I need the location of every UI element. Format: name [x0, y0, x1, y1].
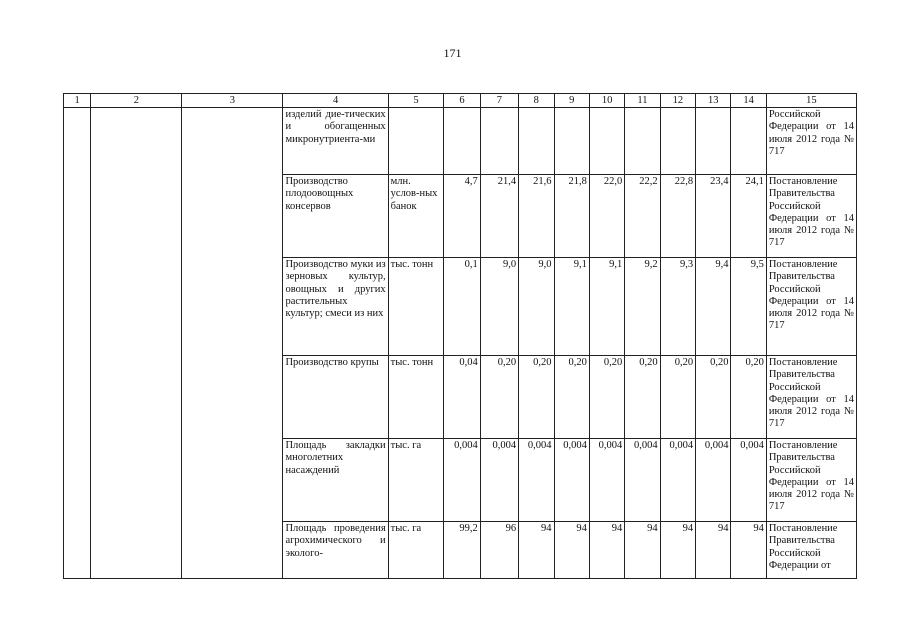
header-cell: 11 — [625, 94, 660, 108]
col3-cell — [182, 108, 283, 579]
value-cell: 9,1 — [589, 258, 624, 356]
value-cell — [480, 108, 518, 175]
value-cell: 21,8 — [554, 175, 589, 258]
indicator-cell: Производство муки из зерновых культур, овощных и других растительных культур; смеси из них — [283, 258, 388, 356]
value-cell: 9,2 — [625, 258, 660, 356]
value-cell — [696, 108, 731, 175]
value-cell: 0,004 — [589, 439, 624, 522]
value-cell: 0,004 — [554, 439, 589, 522]
value-cell: 4,7 — [444, 175, 480, 258]
value-cell — [625, 108, 660, 175]
value-cell: 94 — [589, 522, 624, 579]
value-cell: 24,1 — [731, 175, 766, 258]
value-cell: 9,0 — [480, 258, 518, 356]
value-cell: 94 — [554, 522, 589, 579]
value-cell: 0,004 — [731, 439, 766, 522]
indicators-table — [63, 93, 857, 579]
header-cell: 15 — [766, 94, 856, 108]
value-cell: 0,20 — [660, 356, 695, 439]
table-row — [64, 108, 857, 175]
value-cell: 94 — [660, 522, 695, 579]
unit-cell: тыс. тонн — [388, 356, 444, 439]
value-cell: 0,20 — [480, 356, 518, 439]
basis-cell: Российской Федерации от 14 июля 2012 года № 717 — [766, 108, 856, 175]
indicator-cell: Производство плодоовощных консервов — [283, 175, 388, 258]
header-cell: 4 — [283, 94, 388, 108]
value-cell: 22,2 — [625, 175, 660, 258]
basis-cell: Постановление Правительства Российской Федерации от 14 июля 2012 года № 717 — [766, 258, 856, 356]
value-cell: 9,3 — [660, 258, 695, 356]
value-cell: 21,4 — [480, 175, 518, 258]
header-cell: 8 — [519, 94, 554, 108]
header-cell: 10 — [589, 94, 624, 108]
header-row — [64, 94, 857, 108]
value-cell: 94 — [625, 522, 660, 579]
indicator-cell: Производство крупы — [283, 356, 388, 439]
value-cell: 0,004 — [480, 439, 518, 522]
value-cell — [660, 108, 695, 175]
unit-cell: тыс. га — [388, 522, 444, 579]
basis-cell: Постановление Правительства Российской Федерации от 14 июля 2012 года № 717 — [766, 356, 856, 439]
value-cell: 0,20 — [519, 356, 554, 439]
value-cell — [444, 108, 480, 175]
unit-cell — [388, 108, 444, 175]
value-cell: 0,004 — [696, 439, 731, 522]
value-cell: 0,004 — [444, 439, 480, 522]
page-number: 171 — [443, 46, 462, 60]
col2-cell — [91, 108, 182, 579]
value-cell: 94 — [696, 522, 731, 579]
indicator-cell: Площадь закладки многолетних насаждений — [283, 439, 388, 522]
value-cell: 96 — [480, 522, 518, 579]
unit-cell: млн. услов-ных банок — [388, 175, 444, 258]
value-cell: 0,004 — [625, 439, 660, 522]
value-cell: 22,8 — [660, 175, 695, 258]
header-cell: 9 — [554, 94, 589, 108]
header-cell: 6 — [444, 94, 480, 108]
value-cell: 0,1 — [444, 258, 480, 356]
value-cell: 9,1 — [554, 258, 589, 356]
value-cell: 9,4 — [696, 258, 731, 356]
basis-cell: Постановление Правительства Российской Федерации от 14 июля 2012 года № 717 — [766, 439, 856, 522]
unit-cell: тыс. тонн — [388, 258, 444, 356]
value-cell — [554, 108, 589, 175]
indicator-cell: Площадь проведения агрохимического и эколого- — [283, 522, 388, 579]
value-cell: 21,6 — [519, 175, 554, 258]
value-cell: 0,20 — [625, 356, 660, 439]
value-cell: 0,004 — [519, 439, 554, 522]
value-cell — [519, 108, 554, 175]
header-cell: 13 — [696, 94, 731, 108]
value-cell — [731, 108, 766, 175]
value-cell: 0,20 — [696, 356, 731, 439]
value-cell: 0,004 — [660, 439, 695, 522]
value-cell: 9,0 — [519, 258, 554, 356]
value-cell: 23,4 — [696, 175, 731, 258]
header-cell: 5 — [388, 94, 444, 108]
header-cell: 3 — [182, 94, 283, 108]
value-cell: 0,04 — [444, 356, 480, 439]
value-cell: 99,2 — [444, 522, 480, 579]
header-cell: 14 — [731, 94, 766, 108]
unit-cell: тыс. га — [388, 439, 444, 522]
value-cell: 0,20 — [731, 356, 766, 439]
value-cell: 0,20 — [589, 356, 624, 439]
header-cell: 1 — [64, 94, 91, 108]
basis-cell: Постановление Правительства Российской Федерации от 14 июля 2012 года № 717 — [766, 175, 856, 258]
value-cell: 22,0 — [589, 175, 624, 258]
header-cell: 12 — [660, 94, 695, 108]
value-cell: 94 — [731, 522, 766, 579]
value-cell: 0,20 — [554, 356, 589, 439]
header-cell: 2 — [91, 94, 182, 108]
value-cell: 9,5 — [731, 258, 766, 356]
col1-cell — [64, 108, 91, 579]
basis-cell: Постановление Правительства Российской Федерации от — [766, 522, 856, 579]
value-cell — [589, 108, 624, 175]
header-cell: 7 — [480, 94, 518, 108]
indicator-cell: изделий дие-тических и обогащенных микронутриента-ми — [283, 108, 388, 175]
value-cell: 94 — [519, 522, 554, 579]
